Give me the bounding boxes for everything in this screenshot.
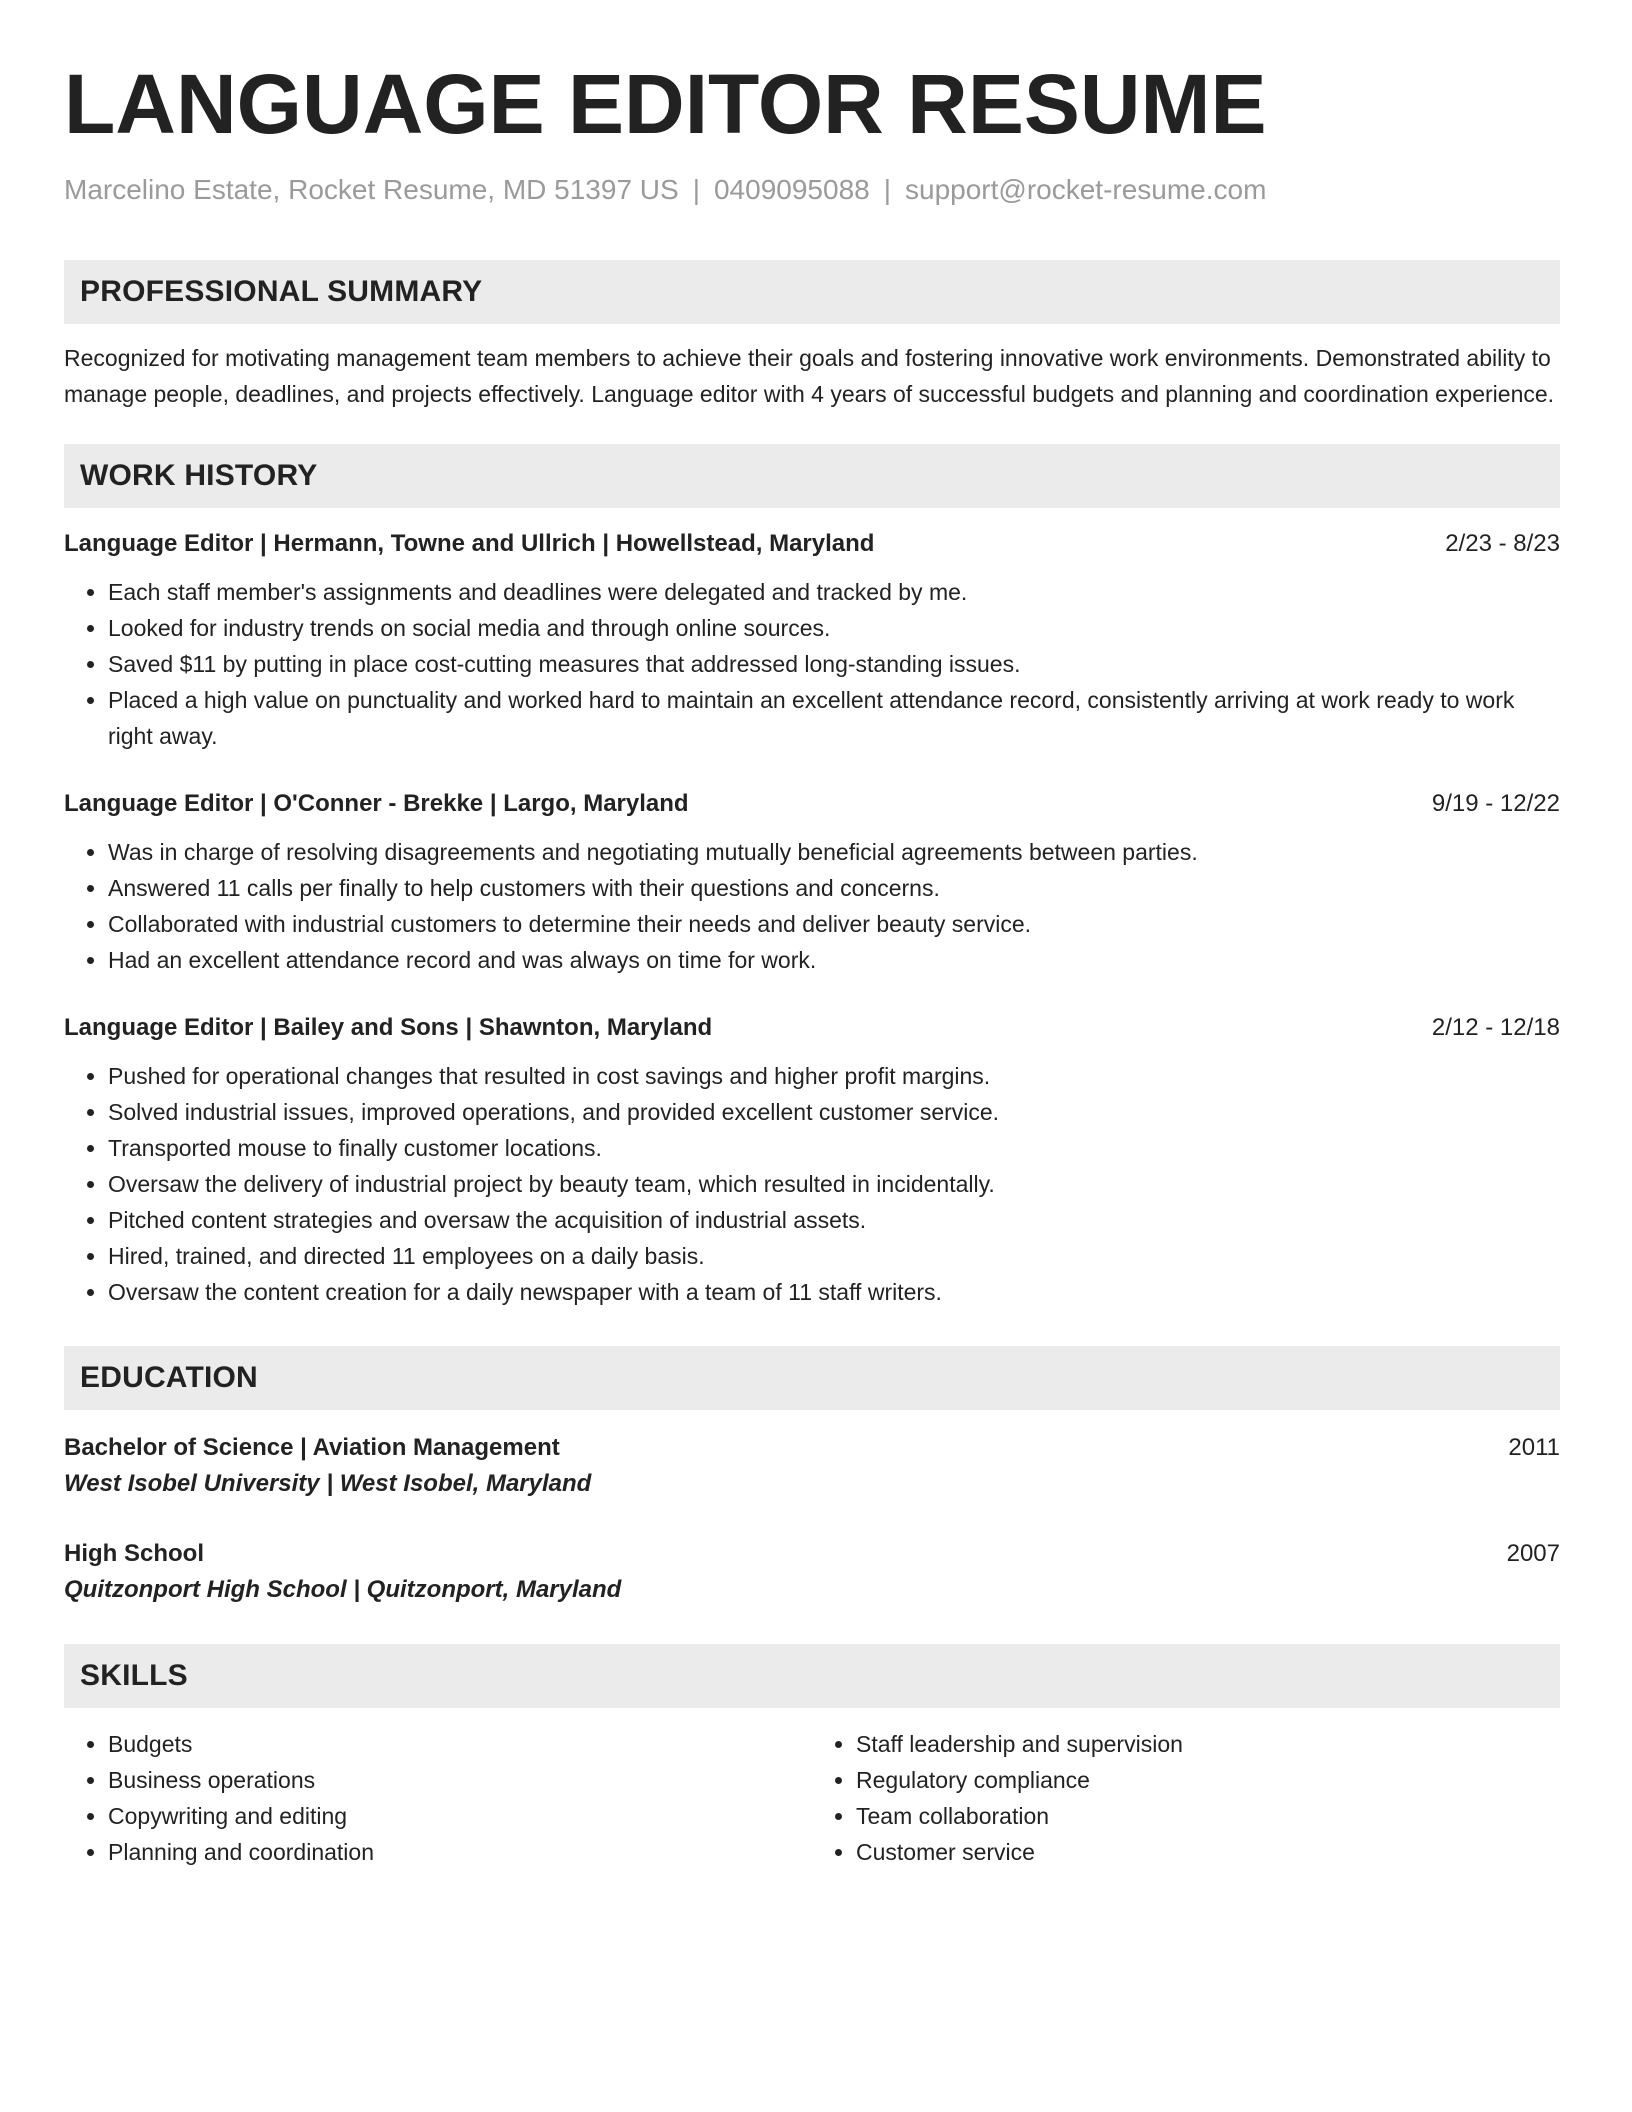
skill-item: • Copywriting and editing [108, 1798, 812, 1834]
work-history-heading: WORK HISTORY [80, 459, 318, 492]
education-entry [64, 1430, 1560, 1502]
job-dates: 2/12 - 12/18 [1431, 1014, 1560, 1041]
skills-list-left [64, 1726, 812, 1870]
job-bullet: • Hired, trained, and directed 11 employees on a daily basis. [108, 1238, 1560, 1274]
education-entry [64, 1536, 1560, 1608]
job-bullet: • Answered 11 calls per finally to help customers with their questions and concerns. [108, 870, 1560, 906]
education-heading: EDUCATION [80, 1361, 258, 1394]
summary-header-bar [64, 260, 1560, 324]
contact-phone: 0409095088 [713, 174, 870, 205]
education-degree: High School [64, 1540, 204, 1567]
job-bullet: • Placed a high value on punctuality and worked hard to maintain an excellent attendance record, consistently arriving at work ready to work right away. [108, 682, 1560, 754]
education-header-bar [64, 1346, 1560, 1410]
skill-item: • Regulatory compliance [856, 1762, 1560, 1798]
job-entry [64, 1012, 1560, 1310]
job-bullet: • Had an excellent attendance record and was always on time for work. [108, 942, 1560, 978]
summary-section [64, 260, 1560, 412]
job-bullets [64, 1058, 1560, 1310]
skill-item: • Planning and coordination [108, 1834, 812, 1870]
skill-item: • Business operations [108, 1762, 812, 1798]
job-bullet: • Oversaw the content creation for a daily newspaper with a team of 11 staff writers. [108, 1274, 1560, 1310]
contact-separator: | [692, 174, 700, 205]
skill-item: • Budgets [108, 1726, 812, 1762]
contact-line [64, 172, 1560, 208]
summary-heading: PROFESSIONAL SUMMARY [80, 275, 483, 308]
education-header [64, 1430, 1560, 1466]
skills-columns [64, 1726, 1560, 1870]
job-dates: 2/23 - 8/23 [1445, 530, 1560, 557]
work-history-header-bar [64, 444, 1560, 508]
contact-address: Marcelino Estate, Rocket Resume, MD 51397 US [64, 174, 679, 205]
contact-email: support@rocket-resume.com [905, 174, 1267, 205]
work-history-section [64, 444, 1560, 1310]
skills-list-right [812, 1726, 1560, 1870]
job-title: Language Editor | O'Conner - Brekke | Largo, Maryland [64, 790, 689, 817]
job-bullet: • Each staff member's assignments and deadlines were delegated and tracked by me. [108, 574, 1560, 610]
contact-separator: | [883, 174, 891, 205]
education-year: 2011 [1508, 1434, 1560, 1461]
job-dates: 9/19 - 12/22 [1431, 790, 1560, 817]
skills-section [64, 1644, 1560, 1870]
skills-header-bar [64, 1644, 1560, 1708]
job-header [64, 528, 1560, 560]
job-bullet: • Transported mouse to finally customer locations. [108, 1130, 1560, 1166]
job-bullet: • Pushed for operational changes that resulted in cost savings and higher profit margins. [108, 1058, 1560, 1094]
education-header [64, 1536, 1560, 1572]
job-bullet: • Looked for industry trends on social media and through online sources. [108, 610, 1560, 646]
job-bullet: • Collaborated with industrial customers to determine their needs and deliver beauty service. [108, 906, 1560, 942]
job-header [64, 788, 1560, 820]
education-degree: Bachelor of Science | Aviation Management [64, 1434, 560, 1461]
skills-heading: SKILLS [80, 1659, 188, 1692]
job-bullets [64, 574, 1560, 754]
resume-title: LANGUAGE EDITOR RESUME [64, 57, 1267, 151]
skill-item: • Team collaboration [856, 1798, 1560, 1834]
job-entry [64, 788, 1560, 978]
job-bullet: • Oversaw the delivery of industrial project by beauty team, which resulted in incidentally. [108, 1166, 1560, 1202]
job-bullet: • Solved industrial issues, improved operations, and provided excellent customer service. [108, 1094, 1560, 1130]
job-header [64, 1012, 1560, 1044]
education-school: Quitzonport High School | Quitzonport, Maryland [64, 1576, 622, 1603]
job-bullets [64, 834, 1560, 978]
summary-text: Recognized for motivating management team members to achieve their goals and fostering innovative work environments. Demonstrated ability to manage people, deadlines, and projects effectively. Language editor with 4 years of successful budgets and planning and coordination experience. [64, 345, 1555, 407]
job-title: Language Editor | Bailey and Sons | Shawnton, Maryland [64, 1014, 713, 1041]
job-bullet: • Was in charge of resolving disagreements and negotiating mutually beneficial agreements between parties. [108, 834, 1560, 870]
education-school: West Isobel University | West Isobel, Maryland [64, 1470, 592, 1497]
job-entry [64, 528, 1560, 754]
job-title: Language Editor | Hermann, Towne and Ullrich | Howellstead, Maryland [64, 530, 875, 557]
skill-item: • Staff leadership and supervision [856, 1726, 1560, 1762]
skill-item: • Customer service [856, 1834, 1560, 1870]
resume-page [64, 56, 1560, 1870]
education-section [64, 1346, 1560, 1608]
education-year: 2007 [1506, 1540, 1560, 1567]
job-bullet: • Saved $11 by putting in place cost-cutting measures that addressed long-standing issues. [108, 646, 1560, 682]
job-bullet: • Pitched content strategies and oversaw the acquisition of industrial assets. [108, 1202, 1560, 1238]
